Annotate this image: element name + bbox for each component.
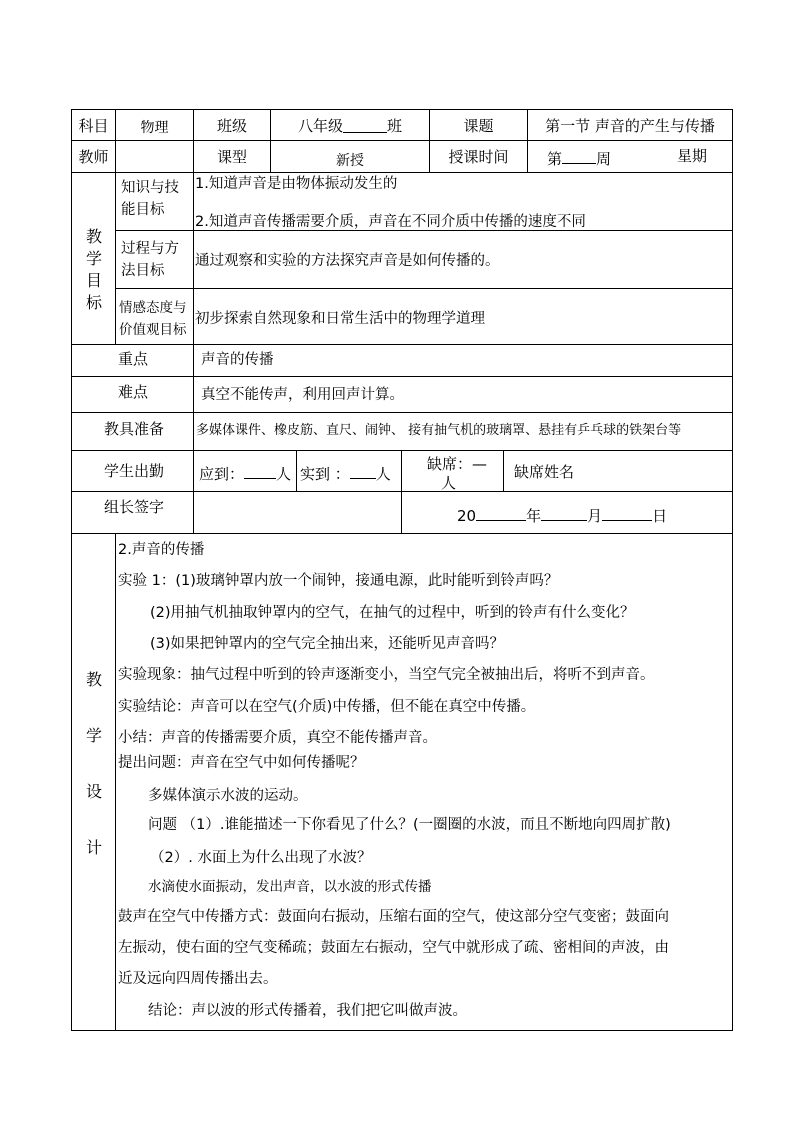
absent-names-label: 缺席姓名 bbox=[514, 463, 575, 481]
design-line: 问题 （1）.谁能描述一下你看见了什么？(一圈圈的水波，而且不断地向四周扩散) bbox=[148, 817, 671, 833]
key-point-value: 声音的传播 bbox=[201, 352, 274, 368]
design-line: (3)如果把钟罩内的空气完全抽出来，还能听见声音吗？ bbox=[150, 636, 505, 652]
subject-value: 物理 bbox=[140, 120, 169, 136]
design-line: 实验结论：声音可以在空气(介质)中传播，但不能在真空中传播。 bbox=[118, 699, 536, 715]
attendance-actual: 实到 ： 人 bbox=[300, 465, 391, 483]
goals-section-title: 教 学 目 标 bbox=[86, 227, 103, 312]
design-section-title: 教 学 设 计 bbox=[86, 670, 103, 857]
group-leader-signature-label: 组长签字 bbox=[104, 498, 165, 516]
design-line: 多媒体演示水波的运动。 bbox=[148, 788, 308, 804]
key-point-label: 重点 bbox=[118, 350, 149, 368]
lesson-weekday: 星期 bbox=[677, 147, 708, 165]
design-line: 实验 1：(1)玻璃钟罩内放一个闹钟，接通电源，此时能听到铃声吗？ bbox=[118, 573, 559, 589]
difficulty-value: 真空不能传声，利用回声计算。 bbox=[201, 387, 404, 403]
attendance-expected: 应到： 人 bbox=[199, 465, 292, 483]
design-line: 鼓声在空气中传播方式：鼓面向右振动，压缩右面的空气，使这部分空气变密；鼓面向 bbox=[118, 909, 669, 925]
class-value: 八年级 班 bbox=[297, 116, 403, 135]
attitude-goal-content: 初步探索自然现象和日常生活中的物理学道理 bbox=[195, 311, 485, 327]
design-line: 水滴使水面振动，发出声音，以水波的形式传播 bbox=[148, 879, 432, 895]
design-line: 近及远向四周传播出去。 bbox=[118, 971, 278, 987]
attendance-absent: 缺席：— 人 bbox=[427, 455, 488, 492]
lesson-type-value: 新授 bbox=[336, 152, 364, 169]
knowledge-goal-line-1: 1.知道声音是由物体振动发生的 bbox=[195, 176, 398, 192]
design-line: 左振动，使右面的空气变稀疏；鼓面左右振动，空气中就形成了疏、密相间的声波，由 bbox=[118, 940, 669, 956]
knowledge-goal-label: 知识与技 能目标 bbox=[121, 180, 179, 218]
class-label: 班级 bbox=[216, 116, 247, 135]
lesson-type-label: 课型 bbox=[216, 148, 247, 166]
teacher-label: 教师 bbox=[78, 148, 109, 166]
signature-date: 20 年 月 日 bbox=[457, 507, 668, 525]
design-line: （2）. 水面上为什么出现了水波？ bbox=[150, 850, 372, 866]
design-line: 小结：声音的传播需要介质，真空不能传播声音。 bbox=[118, 730, 437, 746]
attendance-label: 学生出勤 bbox=[104, 462, 165, 480]
equipment-value: 多媒体课件、橡皮筋、直尺、闹钟、 接有抽气机的玻璃罩、悬挂有乒乓球的铁架台等 bbox=[196, 423, 682, 438]
process-goal-label: 过程与方 法目标 bbox=[121, 241, 179, 279]
difficulty-label: 难点 bbox=[118, 383, 149, 401]
topic-value: 第一节 声音的产生与传播 bbox=[545, 116, 715, 135]
equipment-label: 教具准备 bbox=[104, 420, 165, 438]
design-line: 2.声音的传播 bbox=[118, 542, 205, 558]
process-goal-content: 通过观察和实验的方法探究声音是如何传播的。 bbox=[195, 253, 500, 269]
design-line: (2)用抽气机抽取钟罩内的空气，在抽气的过程中，听到的铃声有什么变化？ bbox=[150, 605, 635, 621]
design-line: 提出问题：声音在空气中如何传播呢？ bbox=[118, 755, 365, 771]
knowledge-goal-line-2: 2.知道声音传播需要介质，声音在不同介质中传播的速度不同 bbox=[195, 214, 586, 230]
lesson-time-label: 授课时间 bbox=[448, 148, 509, 166]
design-line: 结论：声以波的形式传播着，我们把它叫做声波。 bbox=[148, 1003, 467, 1019]
design-line: 实验现象：抽气过程中听到的铃声逐渐变小，当空气完全被抽出后，将听不到声音。 bbox=[118, 667, 655, 683]
lesson-week: 第 周 bbox=[547, 150, 612, 168]
topic-label: 课题 bbox=[463, 116, 494, 135]
subject-label: 科目 bbox=[78, 116, 109, 135]
attitude-goal-label: 情感态度与 价值观目标 bbox=[119, 300, 187, 338]
